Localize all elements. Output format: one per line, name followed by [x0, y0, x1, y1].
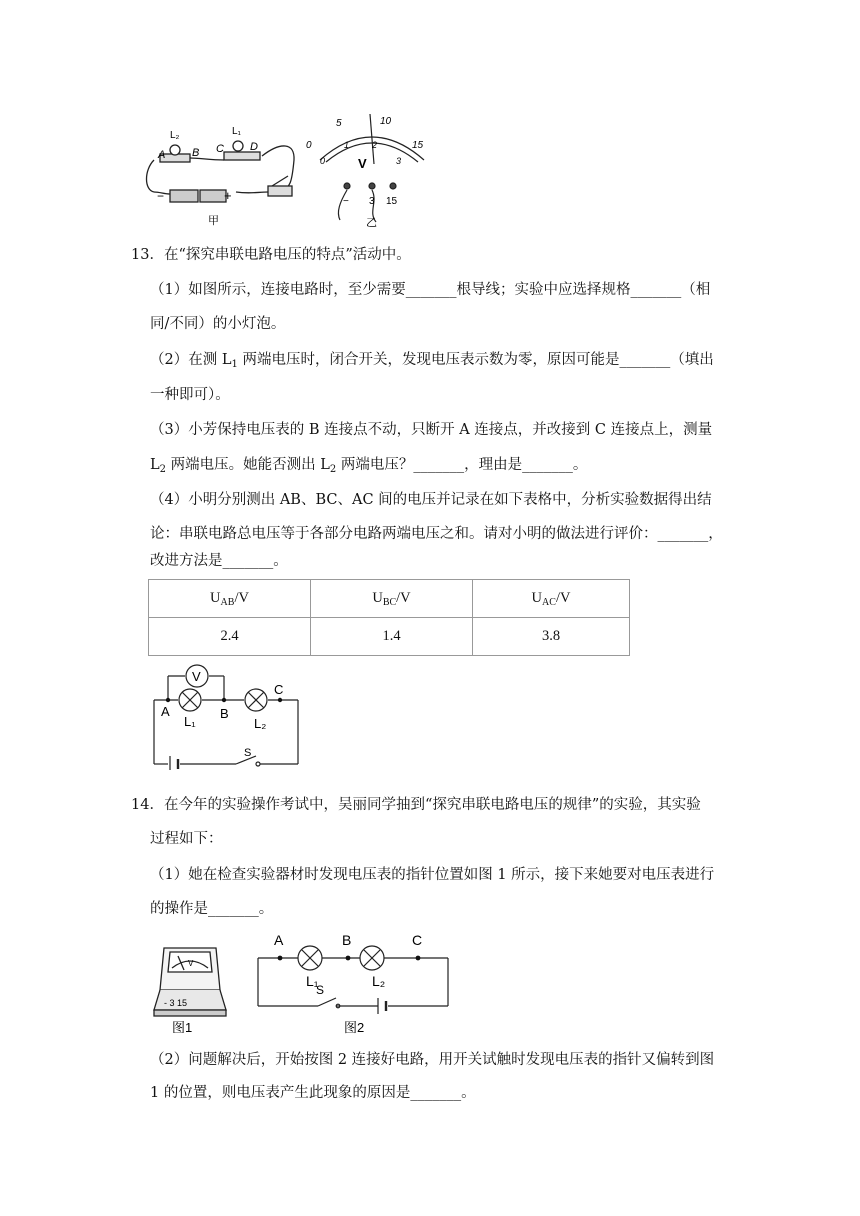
fig1-v-mark: V [188, 959, 194, 968]
switch-S: S [244, 747, 252, 759]
q13-p1-line2: 同/不同）的小灯泡。 [150, 316, 286, 332]
table-row [149, 618, 630, 656]
top-figure [140, 112, 440, 230]
meter-V: V [192, 669, 201, 684]
value-ubc: 1.4 [311, 618, 473, 656]
label-A: A [158, 149, 166, 161]
fig2-node-A: A [274, 932, 284, 948]
q14-p2-line2: 1 的位置，则电压表产生此现象的原因是_______。 [150, 1085, 476, 1101]
fig1-terminals: - 3 15 [164, 998, 188, 1008]
voltage-table [148, 579, 630, 656]
q14-title-line1: 14．在今年的实验操作考试中，吴丽同学抽到“探究串联电路电压的规律”的实验，其实验 [131, 797, 701, 813]
q14-p1-line2: 的操作是_______。 [150, 901, 274, 917]
node-C: C [274, 682, 284, 697]
label-B: B [192, 147, 200, 159]
value-uac: 3.8 [473, 618, 630, 656]
scale-bottom-1: 1 [344, 140, 350, 150]
q13-p4-line3: 改进方法是_______。 [150, 553, 288, 569]
fig2-label: 图2 [344, 1020, 365, 1035]
header-ubc: $U_{BC}/V$ [311, 580, 473, 618]
scale-bottom-3: 3 [396, 156, 402, 166]
terminal-minus: − [343, 196, 349, 207]
q14-p2-line1: （2）问题解决后，开始按图 2 连接好电路，用开关试触时发现电压表的指针又偏转到图 [150, 1052, 715, 1068]
fig2-lamp-L1: L₁ [306, 973, 319, 989]
fig2-switch-S: S [316, 983, 325, 997]
header-uac: $U_{AC}/V$ [473, 580, 630, 618]
q13-circuit [148, 660, 308, 770]
label-jia: 甲 [208, 215, 219, 227]
terminal-3: 3 [369, 196, 375, 207]
lamp-L2: L₂ [254, 716, 267, 731]
q13-p4-line1: （4）小明分别测出 AB、BC、AC 间的电压并记录在如下表格中，分析实验数据得出结 [150, 492, 712, 508]
q14-p1-line1: （1）她在检查实验器材时发现电压表的指针位置如图 1 所示，接下来她要对电压表进行 [150, 867, 715, 883]
label-minus: − [157, 189, 165, 203]
label-yi: 乙 [366, 217, 377, 229]
scale-bottom-2: 2 [372, 140, 378, 150]
q13-p1-line1: （1）如图所示，连接电路时，至少需要_______根导线；实验中应选择规格_______（相 [150, 282, 711, 298]
scale-top-0: 0 [306, 140, 312, 151]
header-uab: $U_{AB}/V$ [149, 580, 311, 618]
node-B: B [220, 706, 229, 721]
fig2-node-C: C [412, 932, 423, 948]
q13-p2-line2: 一种即可）。 [150, 387, 230, 403]
q14-title-line2: 过程如下： [150, 831, 223, 847]
scale-top-5: 5 [336, 118, 342, 129]
scale-top-15: 15 [412, 140, 424, 151]
terminal-15: 15 [386, 196, 398, 207]
q13-p4-line2: 论：串联电路总电压等于各部分电路两端电压之和。请对小明的做法进行评价：_______， [150, 526, 723, 542]
fig2-circuit [252, 928, 452, 1036]
value-uab: 2.4 [149, 618, 311, 656]
q13-p3-line2: $L_2$ 两端电压。她能否测出 $L_2$ 两端电压？_______，理由是_______。 [150, 457, 588, 475]
lamp-L1: L₁ [184, 714, 196, 729]
q13-p2-line1: （2）在测 $L_1$ 两端电压时，闭合开关，发现电压表示数为零，原因可能是_______（填出 [150, 352, 714, 370]
label-plus: + [224, 188, 232, 203]
voltmeter-V: V [358, 156, 367, 171]
fig1-label: 图1 [172, 1020, 193, 1033]
label-L1: L₁ [232, 126, 241, 137]
q13-title: 13．在“探究串联电路电压的特点”活动中。 [131, 247, 411, 263]
fig1-voltmeter [150, 938, 230, 1033]
label-L2: L₂ [170, 130, 180, 141]
fig2-node-B: B [342, 932, 352, 948]
label-D: D [250, 141, 258, 153]
node-A: A [161, 704, 170, 719]
fig2-lamp-L2: L₂ [372, 973, 386, 989]
scale-bottom-0: 0 [320, 156, 326, 166]
q13-p3-line1: （3）小芳保持电压表的 B 连接点不动，只断开 A 连接点，并改接到 C 连接点上，测量 [150, 422, 713, 438]
scale-top-10: 10 [380, 116, 392, 127]
table-header-row [149, 580, 630, 618]
label-C: C [216, 143, 224, 155]
